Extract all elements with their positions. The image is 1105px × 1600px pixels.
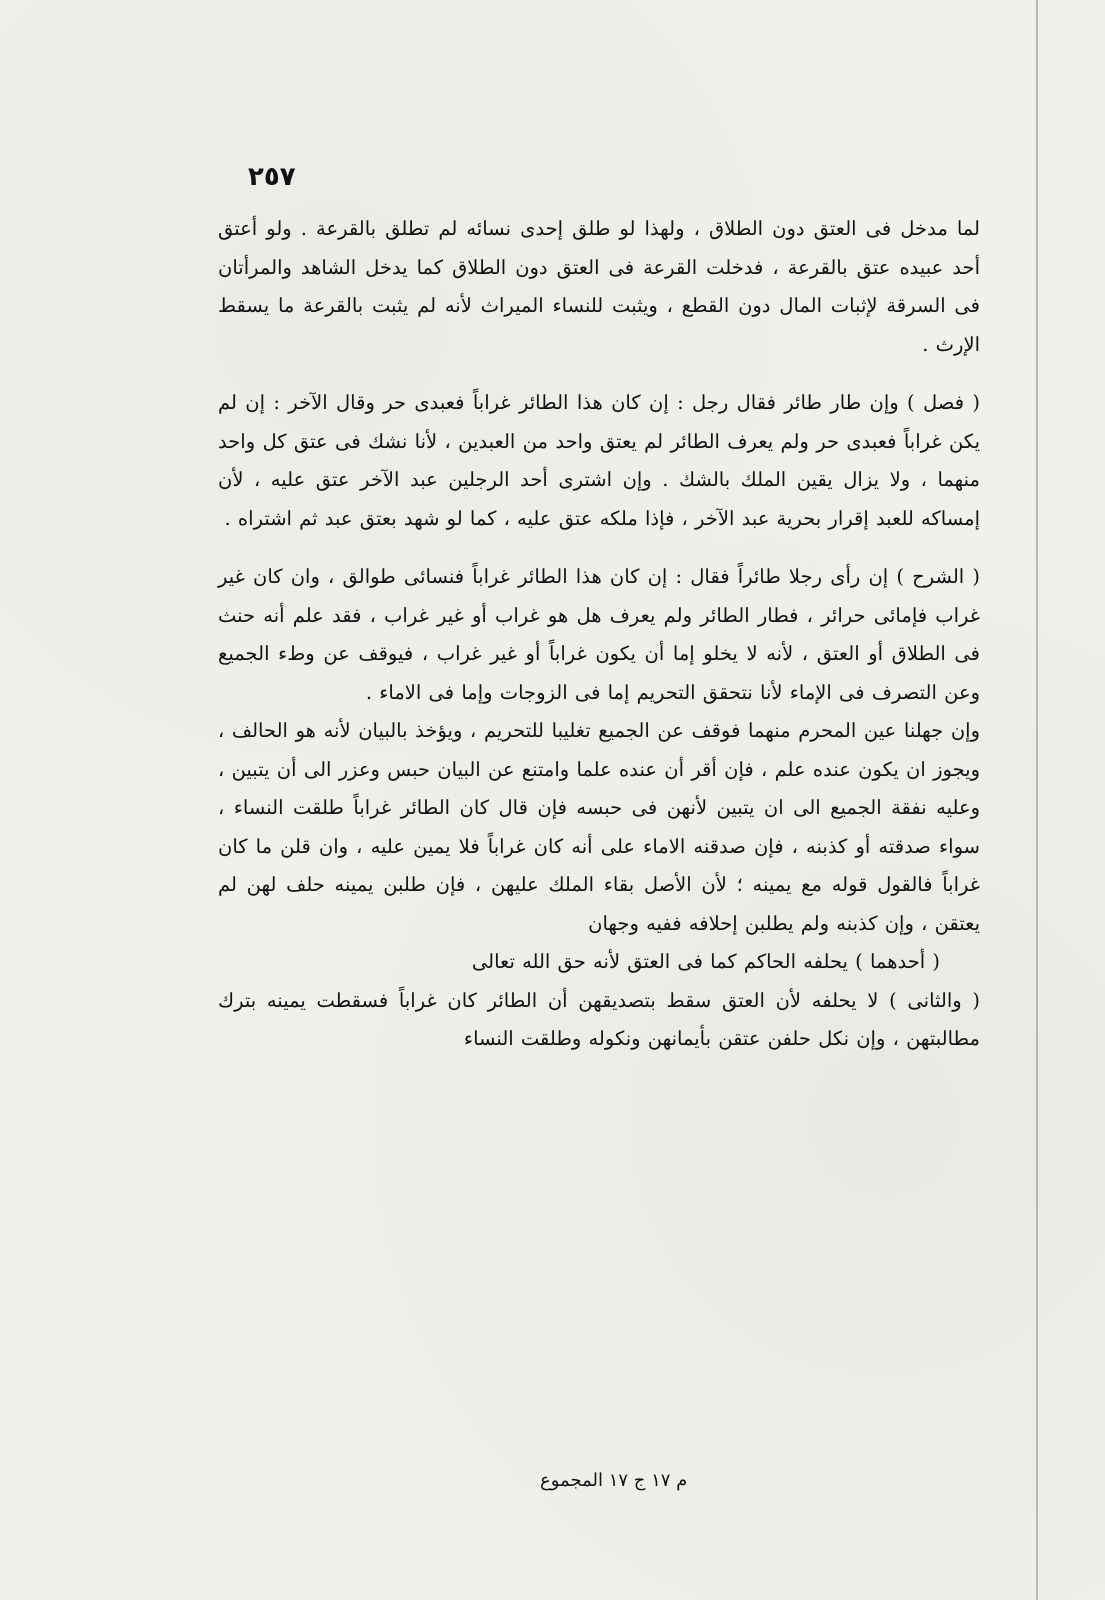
paragraph-1: لما مدخل فى العتق دون الطلاق ، ولهذا لو طلق إحدى نسائه لم تطلق بالقرعة . ولو أعتق أحد عبيده عتق بالقرعة ، فدخلت القرعة فى العتق دون الطلاق كما يدخل الشاهد والمرأتان فى السرقة لإثبات المال دون القطع ، ويثبت للنساء الميراث لأنه لم يثبت بالقرعة ما يسقط الإرث . [218, 217, 980, 356]
paragraph-6: ( والثانى ) لا يحلفه لأن العتق سقط بتصديقهن أن الطائر كان غراباً فسقطت يمينه بترك مطالبتهن ، وإن نكل حلفن عتقن بأيمانهن ونكوله وطلقت النساء [218, 988, 980, 1050]
paragraph-2: ( فصل ) وإن طار طائر فقال رجل : إن كان هذا الطائر غراباً فعبدى حر وقال الآخر : إن لم يكن غراباً فعبدى حر ولم يعرف الطائر لم يعتق واحد من العبدين ، لأنا نشك فى عتق كل واحد منهما ، ولا يزال يقين الملك بالشك . وإن اشترى أحد الرجلين عبد الآخر عتق عليه ، لأن إمساكه للعبد إقرار بحرية عبد الآخر ، فإذا ملكه عتق عليه ، كما لو شهد بعتق عبد ثم اشتراه . [218, 391, 980, 530]
body-text [218, 210, 980, 1059]
footer-signature [540, 1470, 790, 1491]
page-number: ٢٥٧ [248, 162, 296, 192]
paragraph-5: ( أحدهما ) يحلفه الحاكم كما فى العتق لأنه حق الله تعالى [471, 950, 940, 973]
paragraph-gap [218, 538, 980, 558]
paragraph-3: ( الشرح ) إن رأى رجلا طائراً فقال : إن كان هذا الطائر غراباً فنسائى طوالق ، وان كان غير غراب فإمائى حرائر ، فطار الطائر ولم يعرف هل هو غراب أو غير غراب ، فقد علم أنه حنث فى الطلاق أو العتق ، لأنه لا يخلو إما أن يكون غراباً أو غير غراب ، فيوقف عن وطء الجميع وعن التصرف فى الإماء لأنا نتحقق التحريم إما فى الزوجات وإما فى الاماء . [218, 565, 980, 704]
page-edge-line [1036, 0, 1038, 1600]
footer-text: م ١٧ ج ١٧ المجموع [540, 1470, 688, 1491]
paragraph-4: وإن جهلنا عين المحرم منهما فوقف عن الجميع تغليبا للتحريم ، ويؤخذ بالبيان لأنه هو الحالف ، ويجوز ان يكون عنده علم ، فإن أقر أن عنده علما وامتنع عن البيان حبس وعزر الى أن يتبين ، وعليه نفقة الجميع الى ان يتبين لأنهن فى حبسه فإن قال كان الطائر غراباً طلقت النساء ، سواء صدقته أو كذبنه ، فإن صدقنه الاماء على أنه كان غراباً فلا يمين عليه ، وان قلن ما كان غراباً فالقول قوله مع يمينه ؛ لأن الأصل بقاء الملك عليهن ، فإن طلبن يمينه حلف لهن لم يعتقن ، وإن كذبنه ولم يطلبن إحلافه ففيه وجهان [218, 719, 980, 935]
paragraph-gap [218, 364, 980, 384]
